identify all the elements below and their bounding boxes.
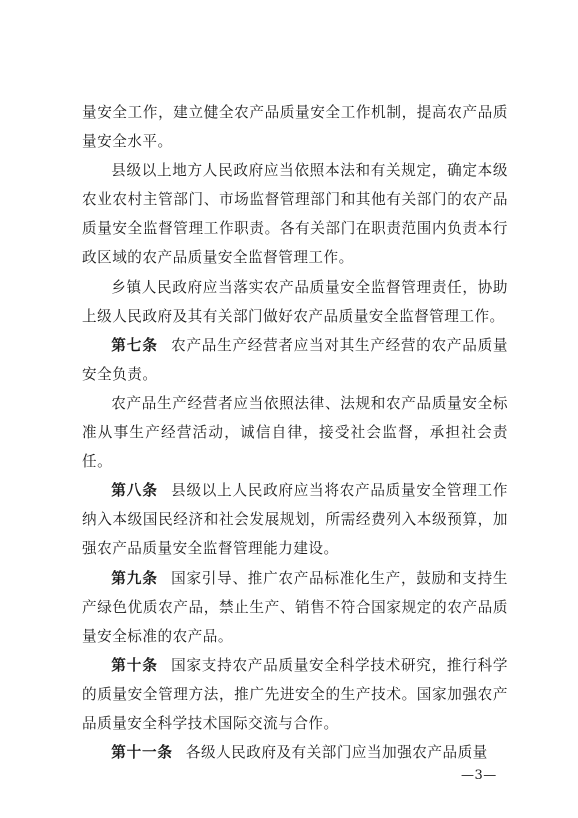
article-10-text: 国家支持农产品质量安全科学技术研究，推行科学的质量安全管理方法，推广先进安全的生产技术。国家加强农产品质量安全科学技术国际交流与合作。 (82, 656, 508, 732)
article-9-text: 国家引导、推广农产品标准化生产，鼓励和支持生产绿色优质农产品，禁止生产、销售不符合国家规定的农产品质量安全标准的农产品。 (82, 569, 508, 645)
article-8-text: 县级以上人民政府应当将农产品质量安全管理工作纳入本级国民经济和社会发展规划，所需经费列入本级预算，加强农产品质量安全监督管理能力建设。 (82, 482, 508, 558)
paragraph-1-text: 量安全工作，建立健全农产品质量安全工作机制，提高农产品质量安全水平。 (82, 104, 508, 151)
page-number: —3— (461, 768, 497, 783)
paragraph-3-text: 乡镇人民政府应当落实农产品质量安全监督管理责任，协助上级人民政府及其有关部门做好农产品质量安全监督管理工作。 (82, 278, 508, 325)
paragraph-2-text: 县级以上地方人民政府应当依照本法和有关规定，确定本级农业农村主管部门、市场监督管理部门和其他有关部门的农产品质量安全监督管理工作职责。各有关部门在职责范围内负责本行政区域的农产品质量安全监督管理工作。 (82, 162, 508, 267)
paragraph-1 (82, 98, 508, 156)
article-11-text: 各级人民政府及有关部门应当加强农产品质量 (185, 744, 488, 762)
article-9-heading: 第九条 (111, 569, 159, 587)
article-10 (82, 651, 508, 738)
paragraph-5 (82, 389, 508, 476)
article-11-heading: 第十一条 (111, 744, 173, 762)
paragraph-3 (82, 273, 508, 331)
document-body (82, 98, 508, 767)
paragraph-2 (82, 156, 508, 272)
article-8-heading: 第八条 (111, 482, 159, 500)
article-7-heading: 第七条 (111, 336, 159, 354)
paragraph-5-text: 农产品生产经营者应当依照法律、法规和农产品质量安全标准从事生产经营活动，诚信自律，接受社会监督，承担社会责任。 (82, 394, 508, 471)
article-7-text: 农产品生产经营者应当对其生产经营的农产品质量安全负责。 (82, 336, 508, 383)
article-10-heading: 第十条 (111, 656, 159, 674)
article-11 (82, 738, 508, 767)
article-7 (82, 331, 508, 389)
article-8 (82, 476, 508, 563)
article-9 (82, 564, 508, 651)
